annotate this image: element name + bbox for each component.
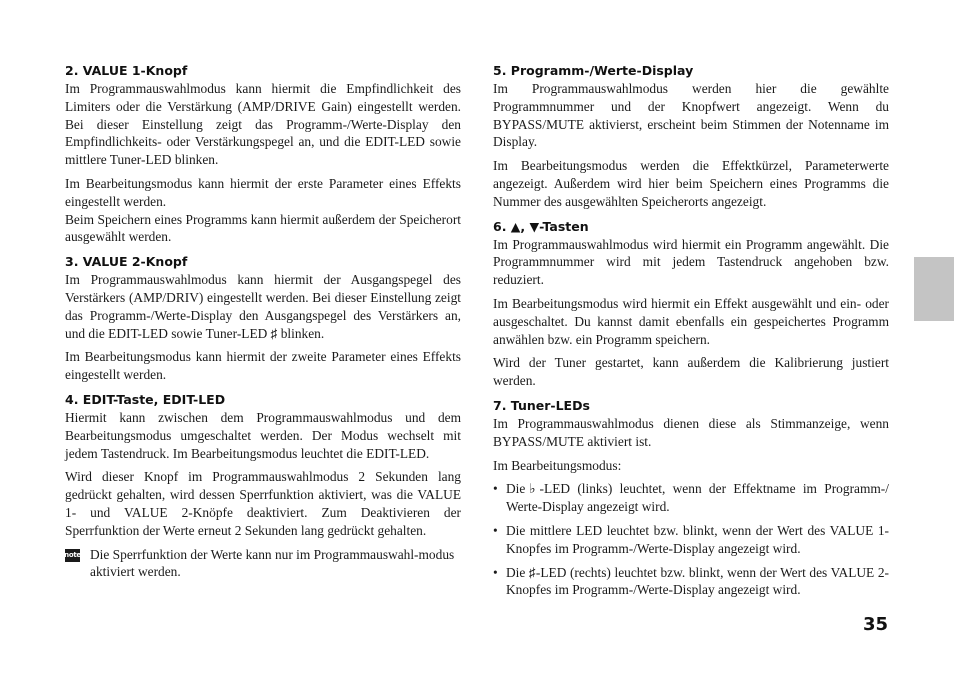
chapter-tab-marker — [914, 257, 954, 321]
left-column — [65, 62, 461, 588]
list-item — [493, 480, 889, 516]
paragraph: Im Bearbeitungsmodus wird hiermit ein Effekt ausgewählt und ein- oder ausgeschaltet. Du kannst damit ebenfalls ein gespeichertes Programm anwählen bzw. ein Programm speichern. — [493, 295, 889, 347]
page-number: 35 — [862, 614, 888, 635]
paragraph: Im Bearbeitungsmodus werden die Effektkürzel, Parameterwerte angezeigt. Außerdem wird hier beim Speichern eines Programms die Nummer des ausgewählten Speicherorts angezeigt. — [493, 158, 889, 209]
section-value1-knob — [65, 62, 461, 246]
bullet-marker: • — [493, 522, 498, 538]
section-heading: 2. VALUE 1-Knopf — [65, 63, 188, 78]
section-program-display — [493, 62, 889, 211]
paragraph: Im Programmauswahlmodus kann hiermit die Empfindlichkeit des Limiters oder die Verstärkung (AMP/DRIVE Gain) eingestellt werden. Bei dieser Einstellung zeigt das Programm-/Werte-Display den Empfindlichkeits- oder Verstärkungspegel an, und die EDIT-LED sowie mittlere Tuner-LED blinken. — [65, 81, 461, 168]
paragraph: Beim Speichern eines Programms kann hiermit außerdem der Speicherort ausgewählt werden. — [65, 211, 461, 245]
section-edit-button — [65, 391, 461, 581]
section-heading: 6. ▲, ▼-Tasten — [493, 218, 589, 234]
section-heading: 3. VALUE 2-Knopf — [65, 254, 188, 270]
section-tuner-leds — [493, 397, 889, 599]
section-heading: 5. Programm-/Werte-Display — [493, 63, 694, 78]
list-item — [493, 522, 889, 558]
note-text: Die Sperrfunktion der Werte kann nur im Programmauswahl-modus aktiviert werden. — [90, 546, 455, 580]
paragraph: Im Programmauswahlmodus dienen diese als Stimmanzeige, wenn BYPASS/MUTE aktiviert ist. — [493, 415, 889, 449]
list-item-text: Die mittlere LED leuchtet bzw. blinkt, wenn der Wert des VALUE 1-Knopfes im Programm-/Werte-Display angezeigt wird. — [506, 522, 889, 556]
bullet-list — [493, 480, 889, 599]
section-heading: 7. Tuner-LEDs — [493, 397, 590, 413]
section-heading: 4. EDIT-Taste, EDIT-LED — [65, 391, 226, 407]
list-item-text: Die♭-LED (links) leuchtet, wenn der Effektname im Programm-/ Werte-Display angezeigt wird. — [506, 481, 889, 515]
paragraph: Wird der Tuner gestartet, kann außerdem die Kalibrierung justiert werden. — [493, 355, 889, 389]
paragraph: Hiermit kann zwischen dem Programmauswahlmodus und dem Bearbeitungsmodus umgeschaltet werden. Der Modus wechselt mit jedem Tastendruck. Im Bearbeitungsmodus leuchtet die EDIT-LED. — [65, 409, 461, 461]
paragraph: Im Programmauswahlmodus wird hiermit ein Programm angewählt. Die Programmnummer wird mit jedem Tastendruck angehoben bzw. reduziert. — [493, 236, 889, 288]
note-block — [65, 546, 461, 582]
right-column — [493, 62, 889, 606]
paragraph: Im Programmauswahlmodus werden hier die gewählte Programmnummer und der Knopfwert angezeigt. Wenn du BYPASS/MUTE aktivierst, erscheint beim Stimmen der Notenname im Display. — [493, 81, 889, 150]
bullet-marker: • — [493, 481, 498, 497]
note-icon: note — [65, 549, 80, 562]
paragraph: Im Programmauswahlmodus kann hiermit der Ausgangspegel des Verstärkers (AMP/DRIV) eingestellt werden. Bei dieser Einstellung zeigt das Programm-/Werte-Display den Ausgangspegel des Verstärkers an, und die EDIT-LED sowie Tuner-LED ♯ blinken. — [65, 272, 461, 341]
section-value2-knob — [65, 253, 461, 384]
list-item-text: Die ♯-LED (rechts) leuchtet bzw. blinkt, wenn der Wert des VALUE 2-Knopfes im Programm-/Werte-Display angezeigt wird. — [506, 564, 889, 598]
paragraph: Im Bearbeitungsmodus: — [493, 457, 622, 473]
paragraph: Wird dieser Knopf im Programmauswahlmodus 2 Sekunden lang gedrückt gehalten, wird dessen Sperrfunktion aktiviert, was die VALUE 1- und VALUE 2-Knöpfe deaktiviert. Zum Deaktivieren der Sperrfunktion der Werte erneut 2 Sekunden lang gedrückt gehalten. — [65, 469, 461, 538]
paragraph: Im Bearbeitungsmodus kann hiermit der erste Parameter eines Effekts eingestellt werden. — [65, 175, 461, 209]
paragraph: Im Bearbeitungsmodus kann hiermit der zweite Parameter eines Effekts eingestellt werden. — [65, 349, 461, 383]
section-up-down-buttons — [493, 218, 889, 390]
bullet-marker: • — [493, 564, 498, 580]
list-item — [493, 564, 889, 600]
